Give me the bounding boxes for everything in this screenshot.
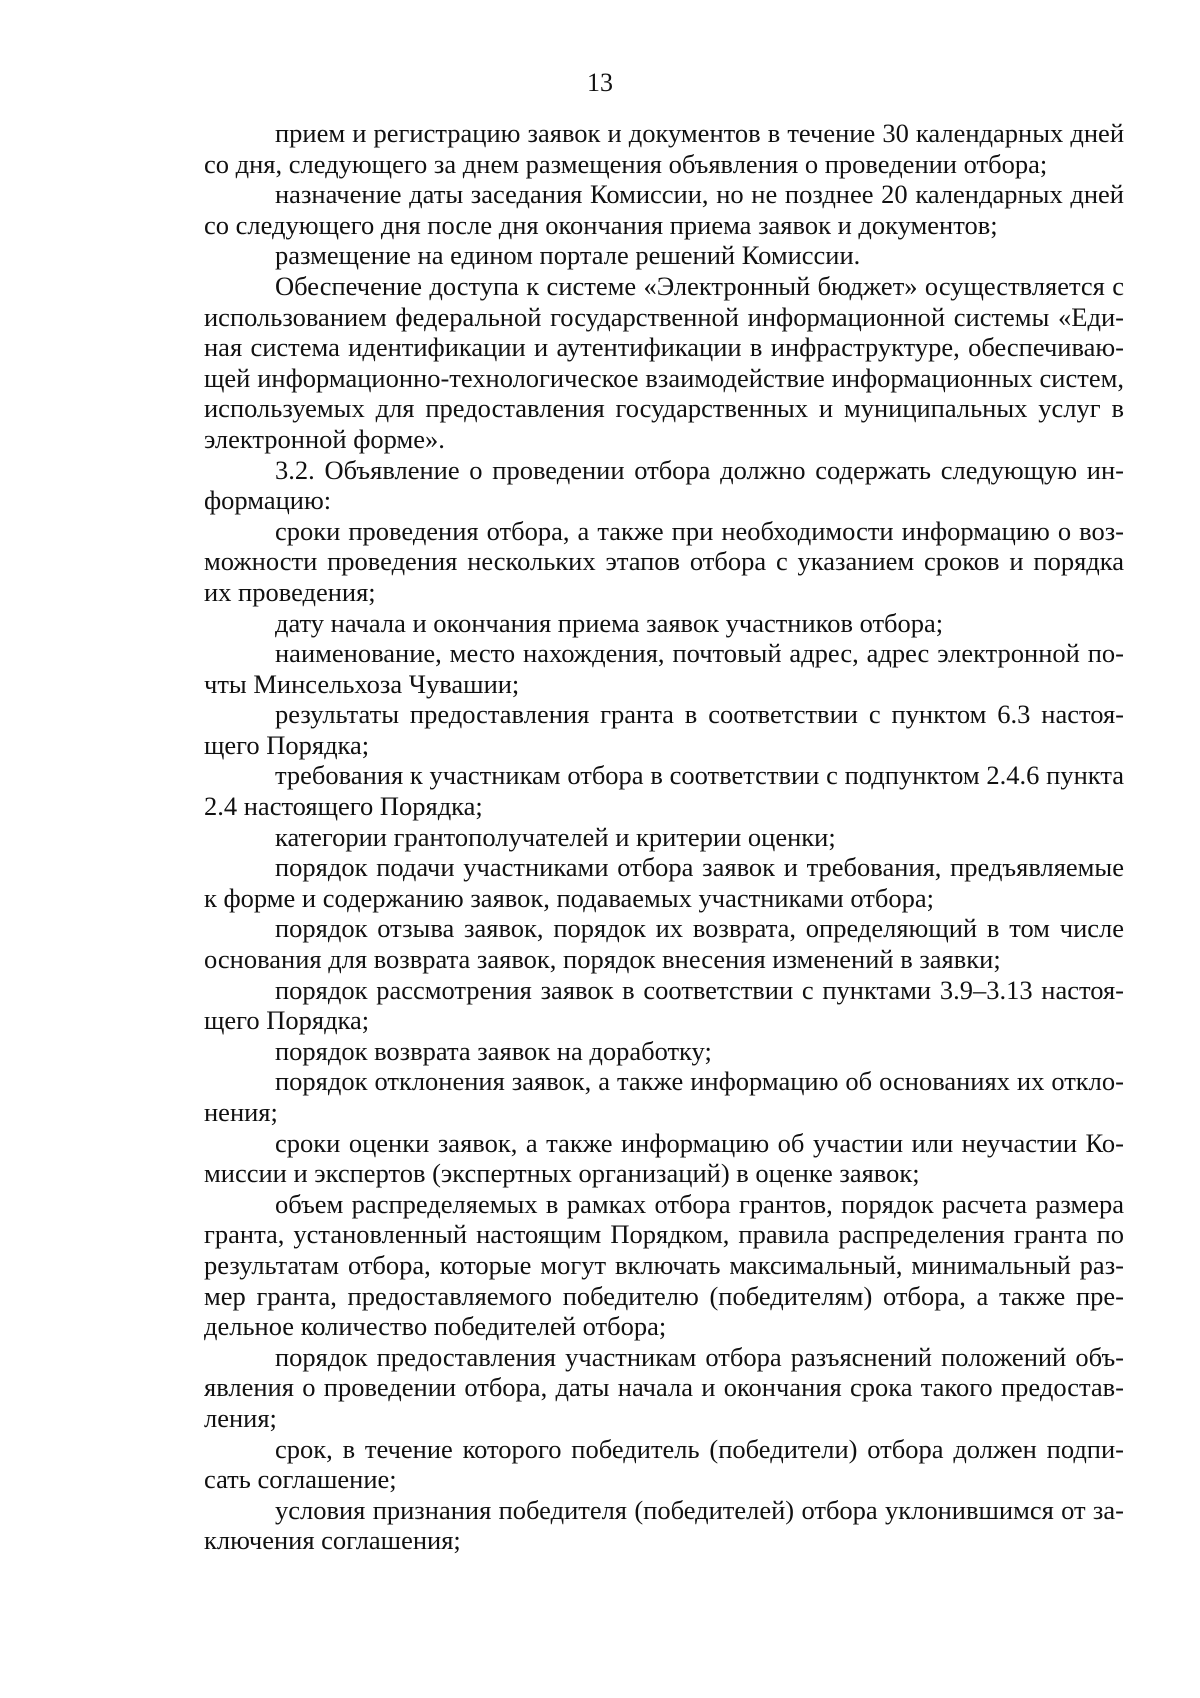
paragraph: порядок отклонения заявок, а также информацию об основаниях их отклонения; <box>204 1066 1124 1127</box>
paragraph: назначение даты заседания Комиссии, но не позднее 20 календарных дней со следующего дня после дня окончания приема заявок и документов; <box>204 179 1124 240</box>
paragraph: срок, в течение которого победитель (победители) отбора должен подписать соглашение; <box>204 1433 1124 1495</box>
paragraph: сроки проведения отбора, а также при необходимости информацию о возможности проведения нескольких этапов отбора с указанием сроков и порядка их проведения; <box>204 515 1124 607</box>
paragraph: наименование, место нахождения, почтовый адрес, адрес электронной почты Минсельхоза Чувашии; <box>204 638 1124 699</box>
paragraph: порядок рассмотрения заявок в соответствии с пунктами 3.9–3.13 настоящего Порядка; <box>204 974 1124 1036</box>
paragraph: порядок возврата заявок на доработку; <box>275 1035 712 1066</box>
paragraph: категории грантополучателей и критерии оценки; <box>275 821 836 852</box>
paragraph: прием и регистрацию заявок и документов в течение 30 календарных дней со дня, следующего за днем размещения объявления о проведении отбора; <box>204 118 1124 179</box>
paragraph: порядок подачи участниками отбора заявок и требования, предъявляемые к форме и содержанию заявок, подаваемых участниками отбора; <box>204 852 1124 913</box>
paragraph: Обеспечение доступа к системе «Электронный бюджет» осуществляется с использованием федеральной государственной информационной системы «Единая система идентификации и аутентификации в инфраструктуре, обеспечивающей информационно-технологическое взаимодействие информационных систем, используемых для предоставления государственных и муниципальных услуг в электронной форме». <box>204 270 1124 454</box>
paragraph: 3.2. Объявление о проведении отбора должно содержать следующую информацию: <box>204 454 1124 516</box>
paragraph: порядок отзыва заявок, порядок их возврата, определяющий в том числе основания для возврата заявок, порядок внесения изменений в заявки; <box>204 913 1124 975</box>
paragraph: условия признания победителя (победителей) отбора уклонившимся от заключения соглашения; <box>204 1494 1124 1556</box>
paragraph: сроки оценки заявок, а также информацию об участии или неучастии Комиссии и экспертов (экспертных организаций) в оценке заявок; <box>204 1127 1124 1189</box>
paragraph: результаты предоставления гранта в соответствии с пунктом 6.3 настоящего Порядка; <box>204 699 1124 760</box>
paragraph: порядок предоставления участникам отбора разъяснений положений объявления о проведении отбора, даты начала и окончания срока такого предоставления; <box>204 1341 1124 1433</box>
paragraph: объем распределяемых в рамках отбора грантов, порядок расчета размера гранта, установленный настоящим Порядком, правила распределения гранта по результатам отбора, которые могут включать максимальный, минимальный размер гранта, предоставляемого победителю (победителям) отбора, а также предельное количество победителей отбора; <box>204 1188 1124 1342</box>
page-number: 13 <box>587 68 613 97</box>
paragraph: размещение на едином портале решений Комиссии. <box>275 240 861 271</box>
paragraph: требования к участникам отбора в соответствии с подпунктом 2.4.6 пункта 2.4 настоящего Порядка; <box>204 760 1124 822</box>
document-body <box>204 118 1124 1556</box>
paragraph: дату начала и окончания приема заявок участников отбора; <box>275 607 944 638</box>
